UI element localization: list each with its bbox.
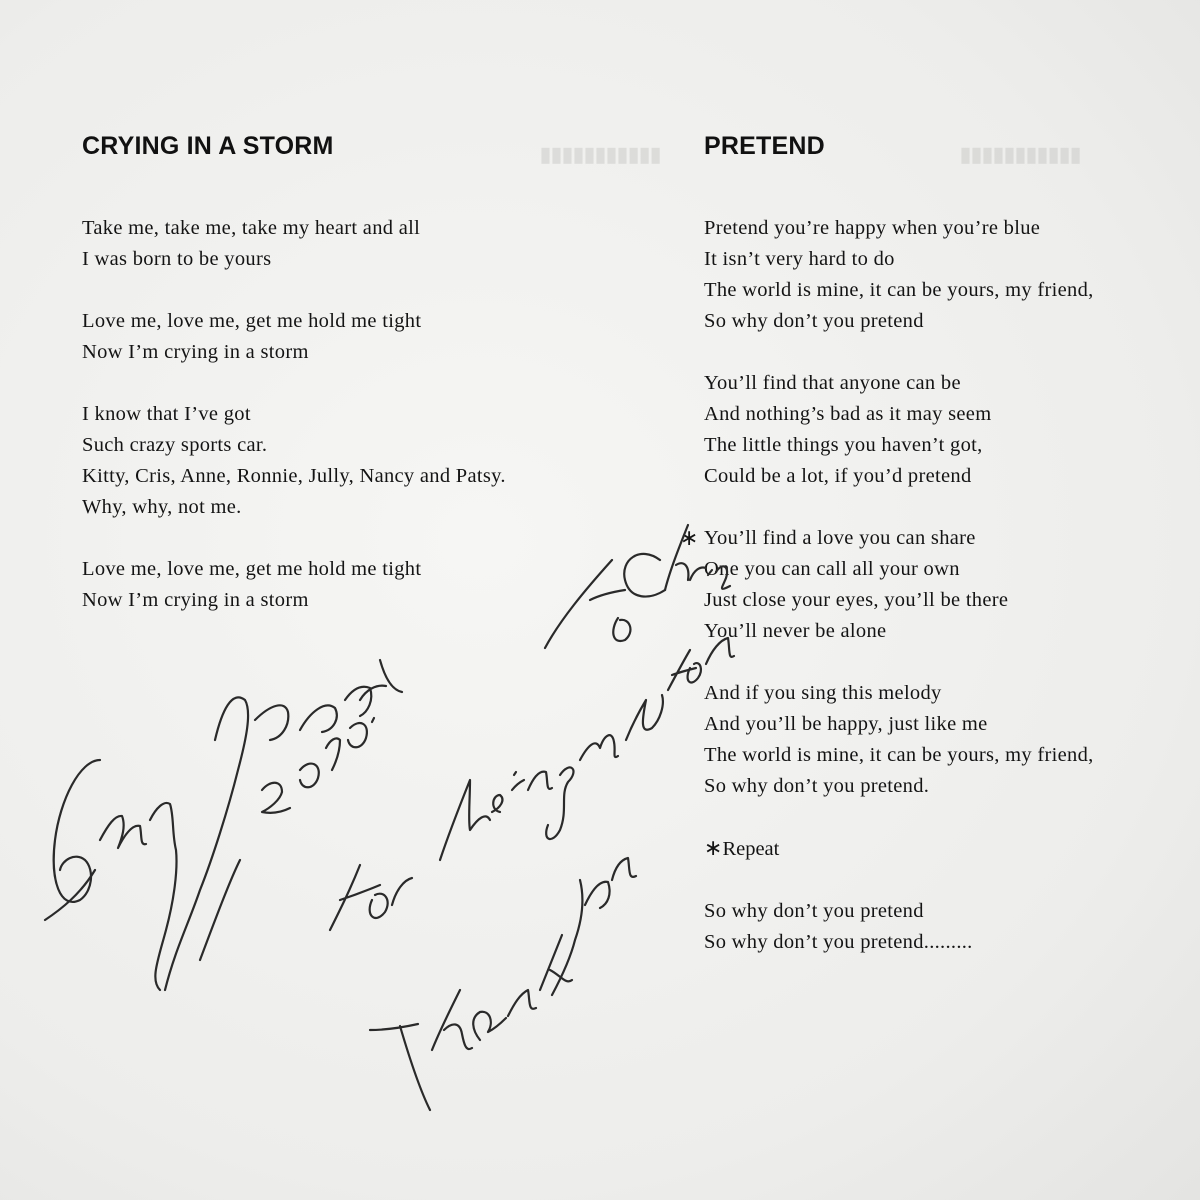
lyric-text: You’ll find a love you can share	[704, 527, 976, 549]
lyric-line: The little things you haven’t got,	[704, 434, 983, 456]
song-title: CRYING IN A STORM	[82, 132, 334, 160]
left-song-column	[82, 132, 622, 647]
lyric-line: It isn’t very hard to do	[704, 248, 895, 270]
outro-stanza	[704, 896, 1184, 958]
lyric-line: So why don’t you pretend.	[704, 775, 930, 797]
signature-emy-jacks	[45, 660, 402, 990]
lyric-line: One you can call all your own	[704, 558, 960, 580]
stanza	[82, 213, 622, 275]
lyric-line: Now I’m crying in a storm	[82, 341, 309, 363]
lyric-line: Kitty, Cris, Anne, Ronnie, Jully, Nancy and Patsy.	[82, 465, 506, 487]
song-title: PRETEND	[704, 132, 825, 160]
lyric-line: Why, why, not me.	[82, 496, 242, 518]
stanza	[82, 306, 622, 368]
lyric-line: Pretend you’re happy when you’re blue	[704, 217, 1041, 239]
lyric-line: Such crazy sports car.	[82, 434, 268, 456]
repeat-label: Repeat	[722, 838, 780, 860]
lyric-line: You’ll never be alone	[704, 620, 887, 642]
lyric-line: Take me, take me, take my heart and all	[82, 217, 421, 239]
signature-thank-you	[370, 858, 636, 1110]
lyric-line: So why don’t you pretend	[704, 900, 924, 922]
show-through-text: ▮▮▮▮▮▮▮▮▮▮▮	[540, 144, 662, 166]
lyric-line: So why don’t you pretend.........	[704, 931, 973, 953]
signature-date	[262, 718, 374, 813]
lyric-line: Now I’m crying in a storm	[82, 589, 309, 611]
lyric-line: The world is mine, it can be yours, my friend,	[704, 279, 1094, 301]
stanza	[704, 213, 1184, 337]
lyric-line: You’ll find that anyone can be	[704, 372, 961, 394]
asterisk-icon: ∗	[680, 526, 699, 551]
lyric-line: I know that I’ve got	[82, 403, 251, 425]
lyric-line: So why don’t you pretend	[704, 310, 924, 332]
lyric-line: I was born to be yours	[82, 248, 272, 270]
lyric-line: And you’ll be happy, just like me	[704, 713, 988, 735]
lyric-line: Love me, love me, get me hold me tight	[82, 558, 422, 580]
repeat-line	[704, 833, 1184, 865]
chorus-stanza	[680, 523, 1184, 647]
lyric-line: The world is mine, it can be yours, my friend,	[704, 744, 1094, 766]
lyric-line: Could be a lot, if you’d pretend	[704, 465, 972, 487]
lyric-line: Love me, love me, get me hold me tight	[82, 310, 422, 332]
asterisk-icon: ∗	[704, 836, 723, 861]
lyric-line: And nothing’s bad as it may seem	[704, 403, 992, 425]
lyric-line: Just close your eyes, you’ll be there	[704, 589, 1009, 611]
stanza	[704, 678, 1184, 802]
stanza	[704, 368, 1184, 492]
repeat-marker	[704, 833, 1184, 865]
show-through-text: ▮▮▮▮▮▮▮▮▮▮▮	[960, 144, 1082, 166]
stanza	[82, 399, 622, 523]
lyric-line	[680, 523, 1184, 554]
lyric-line: And if you sing this melody	[704, 682, 942, 704]
stanza	[82, 554, 622, 616]
right-song-column	[680, 132, 1184, 989]
signature-for-being-my-fan	[330, 638, 734, 930]
